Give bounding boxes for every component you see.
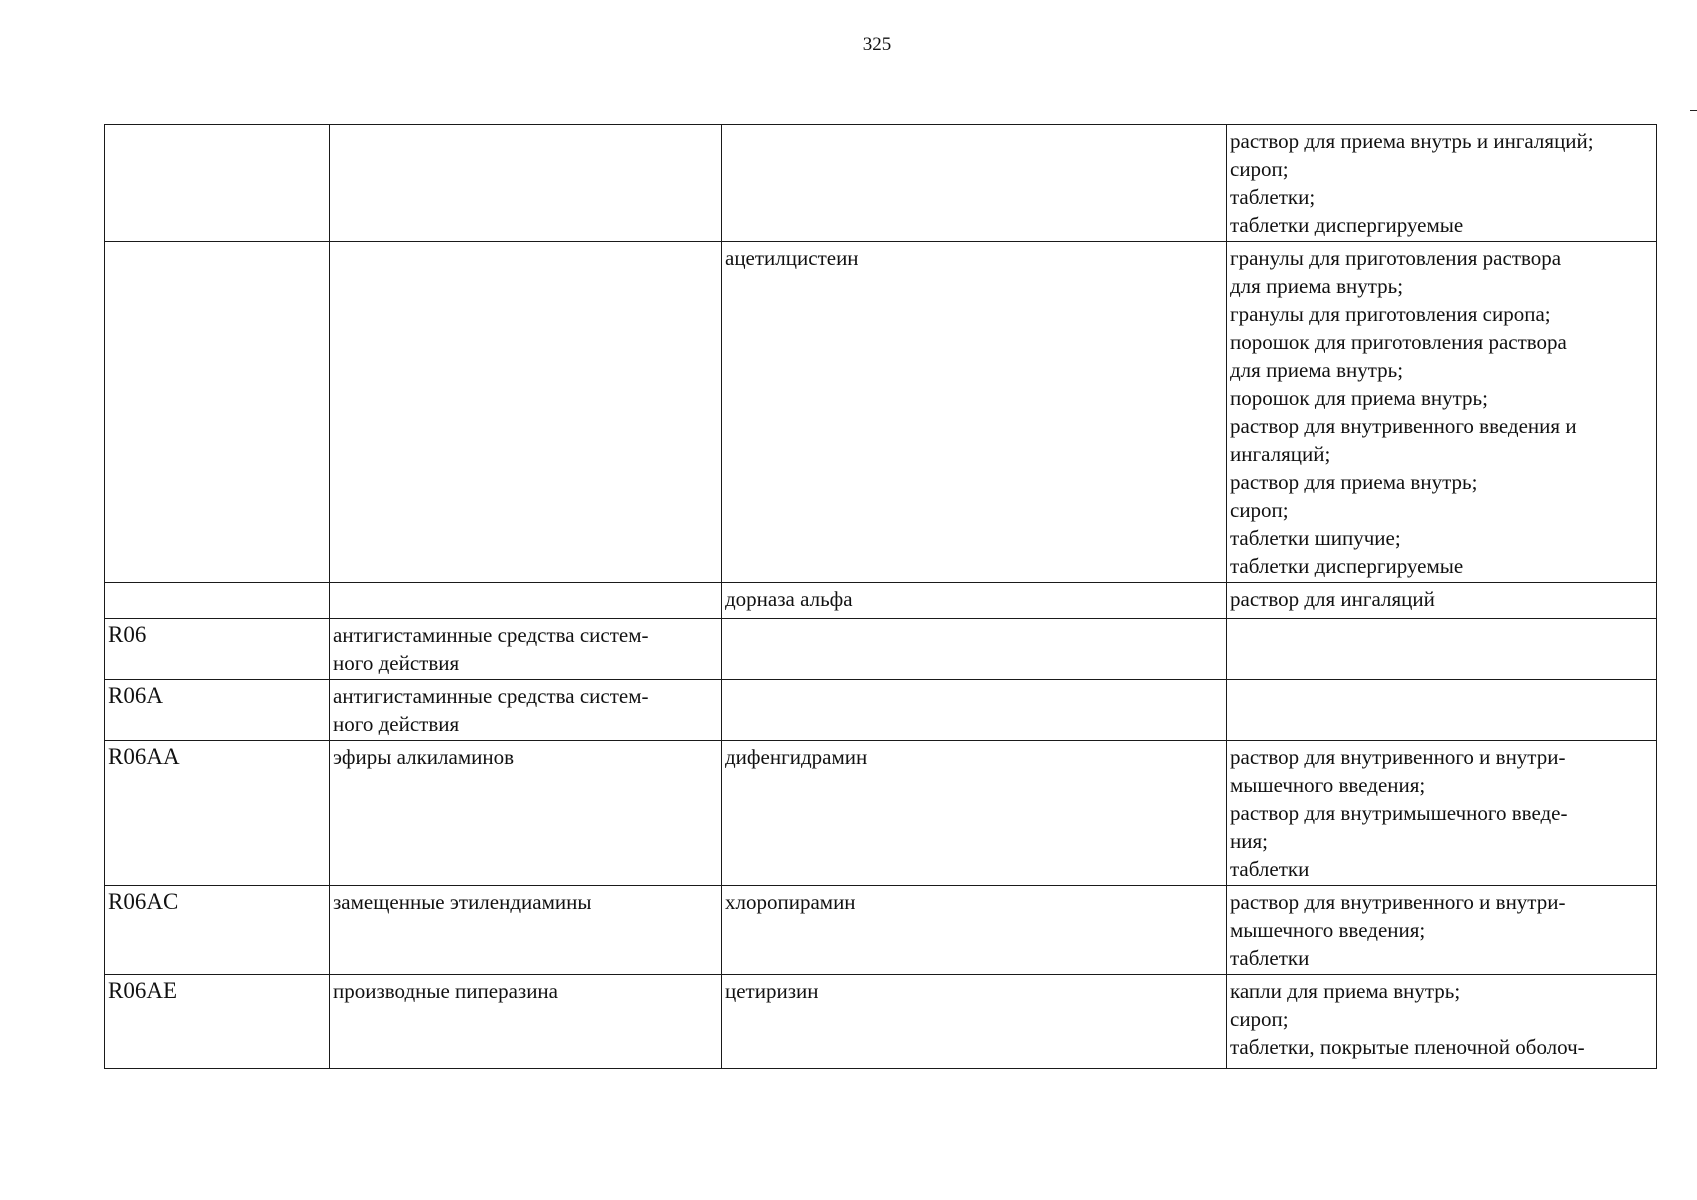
substance-name: цетиризин <box>725 979 819 1003</box>
edge-mark <box>1690 110 1697 111</box>
group-cell <box>330 680 722 741</box>
dosage-form-line: раствор для внутримышечного введе- <box>1230 801 1568 825</box>
group-cell <box>330 125 722 242</box>
atc-code-cell <box>105 583 330 619</box>
atc-code: R06AA <box>108 744 180 769</box>
dosage-forms-cell <box>1227 680 1657 741</box>
group-text-line: антигистаминные средства систем- <box>333 684 649 708</box>
table-row <box>105 680 1657 741</box>
dosage-form-line: гранулы для приготовления раствора <box>1230 246 1562 270</box>
table-row <box>105 125 1657 242</box>
atc-code-cell <box>105 975 330 1069</box>
dosage-form-line: таблетки; <box>1230 185 1316 209</box>
substance-cell <box>722 125 1227 242</box>
dosage-form-line: мышечного введения; <box>1230 773 1426 797</box>
dosage-form-line: таблетки <box>1230 946 1310 970</box>
dosage-form-line: таблетки, покрытые пленочной оболоч- <box>1230 1035 1585 1059</box>
group-cell <box>330 886 722 975</box>
substance-cell <box>722 680 1227 741</box>
atc-code-cell <box>105 886 330 975</box>
group-cell <box>330 975 722 1069</box>
substance-cell <box>722 242 1227 583</box>
table-row <box>105 242 1657 583</box>
substance-name: хлоропирамин <box>725 890 856 914</box>
dosage-form-line: гранулы для приготовления сиропа; <box>1230 302 1551 326</box>
table-row <box>105 741 1657 886</box>
dosage-form-line: таблетки диспергируемые <box>1230 213 1464 237</box>
dosage-forms-cell <box>1227 975 1657 1069</box>
group-text-line: эфиры алкиламинов <box>333 745 515 769</box>
group-text-line: замещенные этилендиамины <box>333 890 592 914</box>
atc-code: R06 <box>108 622 147 647</box>
dosage-form-line: ингаляций; <box>1230 442 1331 466</box>
group-cell <box>330 619 722 680</box>
dosage-forms-cell <box>1227 583 1657 619</box>
dosage-form-line: раствор для внутривенного введения и <box>1230 414 1577 438</box>
atc-code-cell <box>105 242 330 583</box>
table-body <box>105 125 1657 1069</box>
dosage-form-line: сироп; <box>1230 498 1289 522</box>
substance-cell <box>722 975 1227 1069</box>
dosage-form-line: капли для приема внутрь; <box>1230 979 1461 1003</box>
atc-code: R06A <box>108 683 163 708</box>
dosage-form-line: раствор для ингаляций <box>1230 587 1435 611</box>
dosage-form-line: для приема внутрь; <box>1230 358 1404 382</box>
substance-cell <box>722 741 1227 886</box>
page-number: 325 <box>862 34 892 55</box>
atc-code: R06AC <box>108 889 179 914</box>
dosage-form-line: раствор для внутривенного и внутри- <box>1230 890 1566 914</box>
dosage-form-line: таблетки диспергируемые <box>1230 554 1464 578</box>
group-text-line: ного действия <box>333 651 460 675</box>
group-cell <box>330 741 722 886</box>
dosage-form-line: порошок для приготовления раствора <box>1230 330 1567 354</box>
atc-code-cell <box>105 619 330 680</box>
table-row <box>105 583 1657 619</box>
substance-cell <box>722 583 1227 619</box>
dosage-form-line: порошок для приема внутрь; <box>1230 386 1488 410</box>
dosage-forms-cell <box>1227 242 1657 583</box>
drug-table <box>104 124 1657 1069</box>
atc-code: R06AE <box>108 978 177 1003</box>
dosage-form-line: для приема внутрь; <box>1230 274 1404 298</box>
substance-cell <box>722 886 1227 975</box>
group-text-line: ного действия <box>333 712 460 736</box>
group-cell <box>330 242 722 583</box>
table-row <box>105 619 1657 680</box>
substance-name: ацетилцистеин <box>725 246 859 270</box>
atc-code-cell <box>105 680 330 741</box>
table-row <box>105 975 1657 1069</box>
substance-cell <box>722 619 1227 680</box>
atc-code-cell <box>105 741 330 886</box>
atc-code-cell <box>105 125 330 242</box>
dosage-form-line: раствор для внутривенного и внутри- <box>1230 745 1566 769</box>
dosage-forms-cell <box>1227 619 1657 680</box>
dosage-form-line: таблетки <box>1230 857 1310 881</box>
dosage-forms-cell <box>1227 886 1657 975</box>
dosage-forms-cell <box>1227 741 1657 886</box>
dosage-forms-cell <box>1227 125 1657 242</box>
dosage-form-line: таблетки шипучие; <box>1230 526 1401 550</box>
dosage-form-line: сироп; <box>1230 1007 1289 1031</box>
group-text-line: антигистаминные средства систем- <box>333 623 649 647</box>
substance-name: дифенгидрамин <box>725 745 868 769</box>
substance-name: дорназа альфа <box>725 587 853 611</box>
dosage-form-line: сироп; <box>1230 157 1289 181</box>
dosage-form-line: раствор для приема внутрь и ингаляций; <box>1230 129 1594 153</box>
group-cell <box>330 583 722 619</box>
group-text-line: производные пиперазина <box>333 979 558 1003</box>
table-row <box>105 886 1657 975</box>
dosage-form-line: ния; <box>1230 829 1268 853</box>
dosage-form-line: раствор для приема внутрь; <box>1230 470 1478 494</box>
dosage-form-line: мышечного введения; <box>1230 918 1426 942</box>
